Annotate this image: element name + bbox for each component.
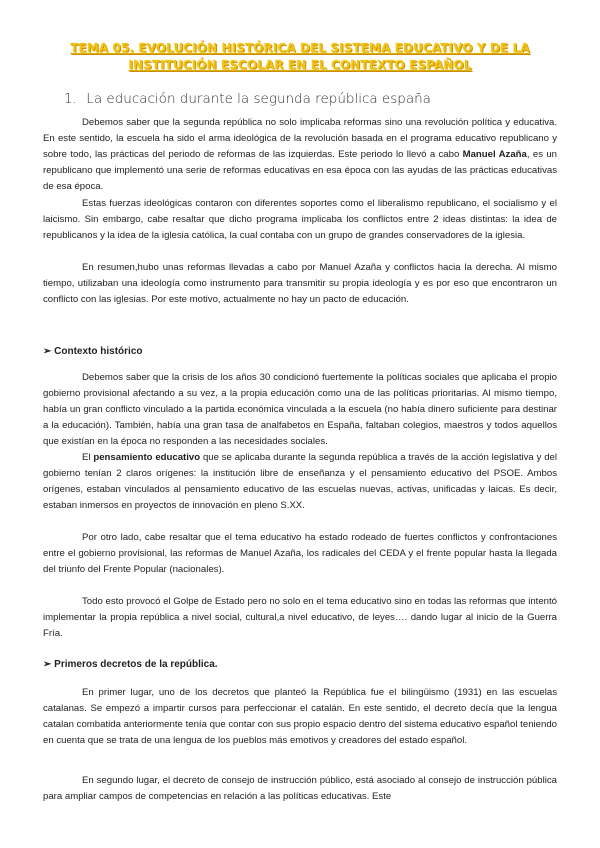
paragraph-6: Por otro lado, cabe resaltar que el tema educativo ha estado rodeado de fuertes conflictos y confrontaciones entre el gobierno provisional, las reformas de Manuel Azaña, los radicales del CEDA y el frente popular hasta la llegada del triunfo del Frente Popular (nacionales).: [43, 532, 557, 576]
paragraph-4: Debemos saber que la crisis de los años 30 condicionó fuertemente la políticas sociales que aplicaba el propio gobierno provisional afectando a su vez, a la propia educación como una de las políticas prioritarias. Al mismo tiempo, había un gran conflicto vinculado a la partida económica vinculada a la escuela (no había dinero suficiente para destinar a la educación). También, había una gran tasa de analfabetos en España, faltaban colegios, maestros y todos aquellos que existían en la época no responden a las necesidades sociales.: [43, 372, 557, 448]
subheading-decretos: ➢ Primeros decretos de la república.: [43, 659, 218, 670]
paragraph-3: En resumen,hubo unas reformas llevadas a cabo por Manuel Azaña y conflictos hacia la derecha. Al mismo tiempo, utilizaban una ideología como instrumento para transmitir su propia ideología y es por eso que encontraron un conflicto con las iglesias. Por este motivo, actualmente no hay un pacto de educación.: [43, 262, 557, 306]
paragraph-7: Todo esto provocó el Golpe de Estado pero no solo en el tema educativo sino en todas las reformas que intentó implementar la propia república a nivel social, cultural,a nivel educativo, de leyes…. dando lugar al inicio de la Guerra Fría.: [43, 596, 557, 640]
paragraph-5: El pensamiento educativo que se aplicaba durante la segunda república a través de la acción legislativa y del gobierno tenían 2 claros orígenes: la institución libre de enseñanza y el pensamiento educativo del PSOE. Ambos orígenes, estaban vinculados al pensamiento educativo de las escuelas nuevas, activas, unificadas y laicas. Es decir, estaban inmersos en proyectos de innovación en pleno S.XX.: [43, 452, 557, 512]
section-heading-text: La educación durante la segunda república españa: [86, 91, 431, 107]
paragraph-8: En primer lugar, uno de los decretos que planteó la República fue el bilingüismo (1931) en las escuelas catalanas. Se empezó a impartir cursos para perfeccionar el catalán. En este sentido, el decreto decía que la lengua catalan combatida anteriormente tenía que contar con sus propio espacio dentro del sistema educativo español teniendo en cuenta que se trata de una lengua de los pueblos más emotivos y creadores del estado español.: [43, 687, 557, 747]
paragraph-9: En segundo lugar, el decreto de consejo de instrucción público, está asociado al consejo de instrucción pública para ampliar campos de competencias en relación a las políticas educativas. Este: [43, 775, 557, 803]
bold-term: pensamiento educativo: [93, 452, 201, 463]
section-heading: [64, 91, 431, 107]
paragraph-1: Debemos saber que la segunda república no solo implicaba reformas sino una revolución política y educativa. En este sentido, la escuela ha sido el arma ideológica de la revolución basada en el programa educativo republicano y sobre todo, las prácticas del periodo de reformas de las izquierdas. Este periodo lo llevó a cabo Manuel Azaña, es un republicano que implementó una serie de reformas educativas en esa época con las ayudas de las prácticas educativas de esa época.: [43, 117, 557, 193]
section-number: 1.: [64, 91, 77, 107]
document-title: TEMA 05. EVOLUCIÓN HISTÓRICA DEL SISTEMA EDUCATIVO Y DE LA INSTITUCIÓN ESCOLAR EN EL CONTEXTO ESPAÑOL: [70, 41, 530, 72]
bold-name: Manuel Azaña: [462, 149, 527, 161]
paragraph-2: Estas fuerzas ideológicas contaron con diferentes soportes como el liberalismo republicano, el socialismo y el laicismo. Sin embargo, cabe resaltar que dicho programa implicaba los conflictos entre 2 ideas distintas: la idea de republicanos y la idea de la iglesia católica, la cual contaba con un grupo de grandes conservadores de la iglesia.: [43, 198, 557, 242]
subheading-contexto: ➢ Contexto histórico: [43, 346, 143, 357]
